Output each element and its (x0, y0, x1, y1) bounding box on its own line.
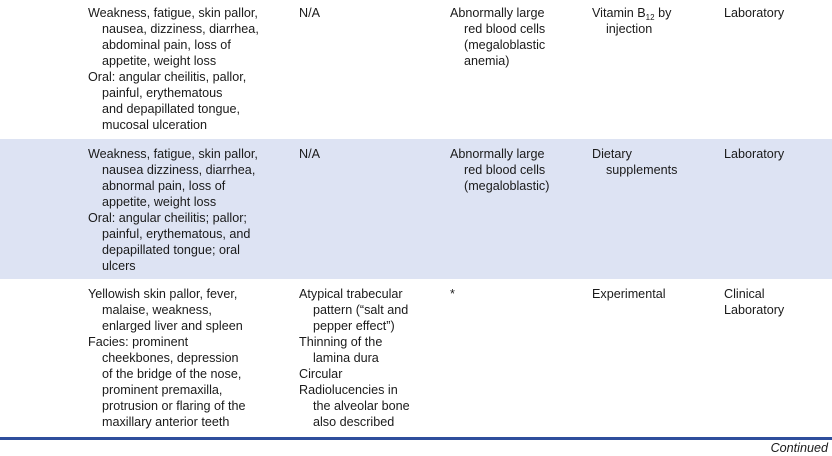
text-line: Thinning of the (299, 335, 383, 349)
table-row (0, 279, 832, 437)
text-line: Circular (299, 367, 343, 381)
text-line: protrusion or flaring of the (102, 399, 246, 413)
text-line: the alveolar bone (313, 399, 410, 413)
text-line: also described (313, 415, 395, 429)
text-line: mucosal ulceration (102, 118, 207, 132)
text-line: ulcers (102, 259, 136, 273)
text-line: Laboratory (724, 303, 785, 317)
text-line: prominent premaxilla, (102, 383, 223, 397)
text-line: Experimental (592, 287, 666, 301)
text-line: supplements (606, 163, 678, 177)
text-line: red blood cells (464, 22, 546, 36)
treatment-cell (592, 146, 677, 178)
continued-label: Continued (770, 441, 828, 455)
text-line: abdominal pain, loss of (102, 38, 231, 52)
text-line: Abnormally large (450, 6, 545, 20)
text-line: (megaloblastic (464, 38, 546, 52)
table-row (0, 0, 832, 139)
text-line: Atypical trabecular (299, 287, 403, 301)
lab-cell (450, 286, 455, 302)
text-line: nausea, dizziness, diarrhea, (102, 22, 259, 36)
diagnosis-cell (724, 286, 784, 318)
text-line: depapillated tongue; oral (102, 243, 240, 257)
text-line: cheekbones, depression (102, 351, 239, 365)
text-line: abnormal pain, loss of (102, 179, 226, 193)
symptoms-cell (88, 286, 246, 430)
radiographic-cell (299, 146, 320, 162)
text-line: malaise, weakness, (102, 303, 212, 317)
radiographic-cell (299, 286, 410, 430)
text-line: * (450, 287, 455, 301)
table-row (0, 139, 832, 279)
text-line: N/A (299, 6, 320, 20)
text-line: Radiolucencies in (299, 383, 398, 397)
text-line: lamina dura (313, 351, 379, 365)
text-line: of the bridge of the nose, (102, 367, 242, 381)
text-line: appetite, weight loss (102, 195, 217, 209)
symptoms-cell (88, 146, 258, 274)
text-line: enlarged liver and spleen (102, 319, 243, 333)
radiographic-cell (299, 5, 320, 21)
text-line: red blood cells (464, 163, 546, 177)
text-line: Oral: angular cheilitis; pallor; (88, 211, 247, 225)
text-line: maxillary anterior teeth (102, 415, 230, 429)
lab-cell (450, 5, 545, 69)
text-line: Weakness, fatigue, skin pallor, (88, 147, 258, 161)
treatment-cell (592, 286, 666, 302)
text-line: Oral: angular cheilitis, pallor, (88, 70, 247, 84)
text-line: pattern (“salt and (313, 303, 409, 317)
text-line: Abnormally large (450, 147, 545, 161)
text-line (592, 5, 671, 21)
text-line: Laboratory (724, 6, 785, 20)
text-line: nausea dizziness, diarrhea, (102, 163, 256, 177)
text-line: pepper effect”) (313, 319, 395, 333)
table-bottom-rule (0, 437, 832, 440)
text-line: Laboratory (724, 147, 785, 161)
treatment-subscript: 12 (645, 13, 655, 22)
text-line: Yellowish skin pallor, fever, (88, 287, 238, 301)
text-line: Clinical (724, 287, 765, 301)
text-line: Weakness, fatigue, skin pallor, (88, 6, 258, 20)
treatment-suffix: by (654, 6, 672, 20)
lab-cell (450, 146, 549, 194)
treatment-prefix: Vitamin B (592, 6, 646, 20)
text-line: Dietary (592, 147, 632, 161)
diagnosis-cell (724, 146, 784, 162)
treatment-cell (592, 5, 671, 37)
text-line: appetite, weight loss (102, 54, 217, 68)
text-line: (megaloblastic) (464, 179, 550, 193)
text-line: N/A (299, 147, 320, 161)
text-line: painful, erythematous (102, 86, 223, 100)
symptoms-cell (88, 5, 259, 133)
text-line: anemia) (464, 54, 510, 68)
text-line: Facies: prominent (88, 335, 189, 349)
text-line: and depapillated tongue, (102, 102, 240, 116)
diagnosis-cell (724, 5, 784, 21)
text-line: painful, erythematous, and (102, 227, 251, 241)
text-line: injection (606, 22, 653, 36)
